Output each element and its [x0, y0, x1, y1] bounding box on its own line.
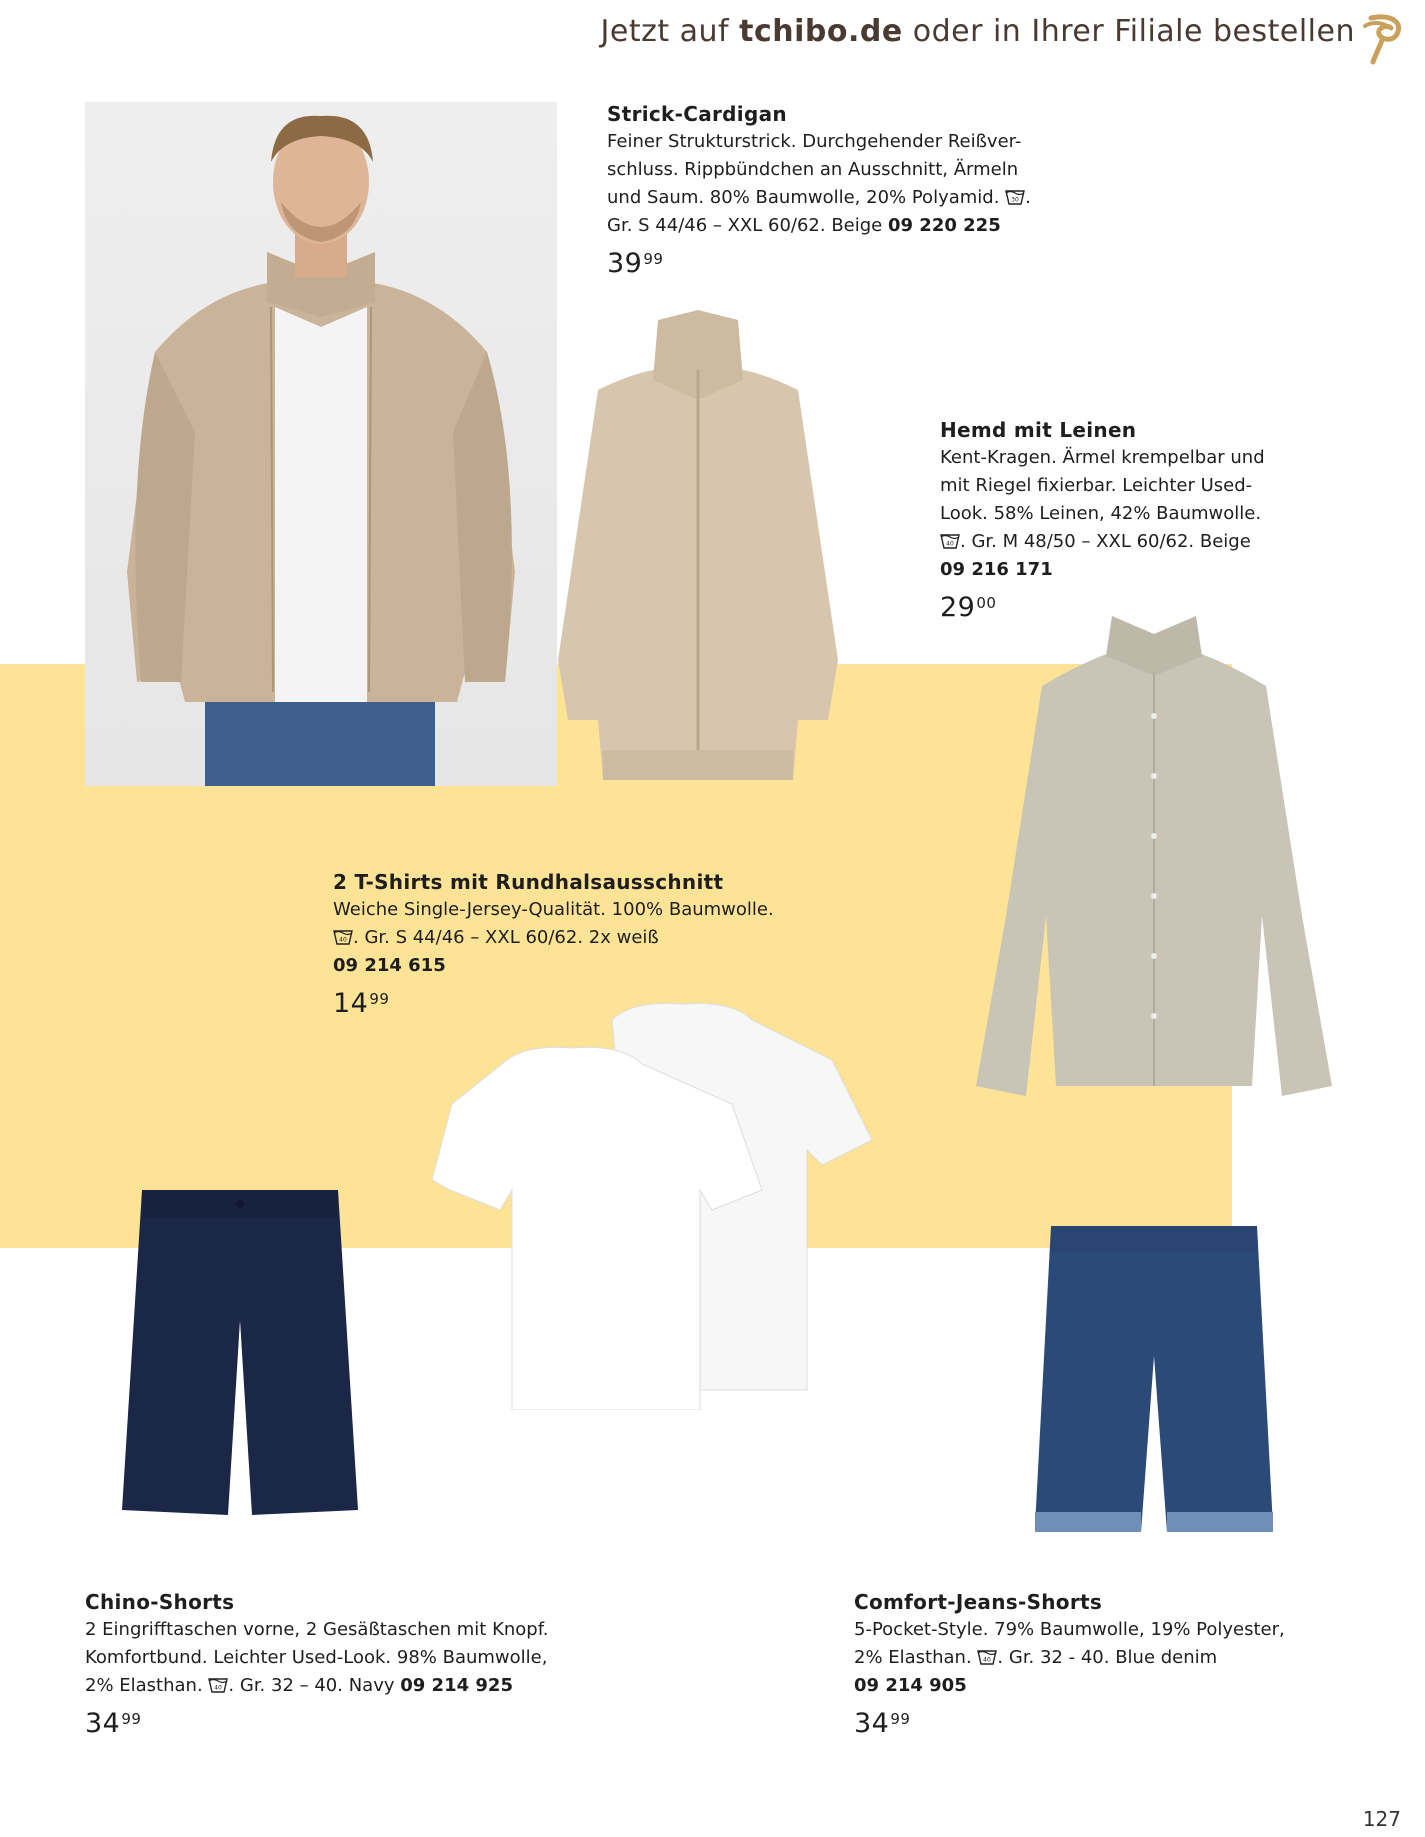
cardigan-product-image [548, 310, 848, 806]
product-size-line [607, 212, 1127, 240]
product-sizes: . Gr. 32 - 40. Blue denim [997, 1647, 1218, 1668]
product-description-line: Komfortbund. Leichter Used-Look. 98% Baumwolle, [85, 1647, 548, 1668]
punctuation: . [1025, 187, 1031, 208]
wash-tub-icon [977, 1649, 997, 1665]
product-chino-shorts [85, 1588, 685, 1739]
price-cents: 00 [976, 594, 997, 612]
article-number: 09 216 171 [940, 559, 1053, 580]
product-material: 2% Elasthan. [854, 1647, 972, 1668]
wash-tub-icon [940, 533, 960, 549]
product-description-line: 2 Eingrifftaschen vorne, 2 Gesäßtaschen mit Knopf. [85, 1619, 549, 1640]
product-material: 2% Elasthan. [85, 1675, 203, 1696]
product-title: Comfort-Jeans-Shorts [854, 1590, 1103, 1614]
header-site[interactable]: tchibo.de [739, 14, 903, 49]
product-sizes: . Gr. 32 – 40. Navy [228, 1675, 401, 1696]
care-temperature: 40 [983, 1656, 992, 1664]
price-main: 39 [607, 248, 643, 279]
care-temperature: 30 [1011, 196, 1019, 204]
wash-tub-icon [208, 1677, 228, 1693]
product-description-line: 5-Pocket-Style. 79% Baumwolle, 19% Polyester, [854, 1619, 1285, 1640]
product-sizes: Gr. S 44/46 – XXL 60/62. Beige [607, 215, 888, 236]
article-number: 09 214 925 [400, 1675, 513, 1696]
product-size-line [940, 528, 1360, 556]
price-cents: 99 [121, 1710, 142, 1728]
price-cents: 99 [643, 250, 664, 268]
price-main: 34 [85, 1708, 121, 1739]
care-temperature: 40 [339, 936, 347, 944]
product-title: Chino-Shorts [85, 1590, 235, 1614]
article-number: 09 220 225 [887, 215, 1001, 236]
price-cents: 99 [890, 1710, 911, 1728]
care-temperature: 40 [946, 540, 954, 548]
header-tagline [601, 14, 1355, 49]
product-description-line: Feiner Strukturstrick. Durchgehender Reißver- [607, 131, 1022, 152]
price-main: 34 [854, 1708, 890, 1739]
chino-shorts-image [122, 1190, 358, 1520]
care-temperature: 40 [214, 1684, 223, 1692]
article-line [854, 1672, 1414, 1700]
model-photo [85, 102, 557, 786]
product-sizes: . Gr. S 44/46 – XXL 60/62. 2x weiß [353, 927, 659, 948]
product-material: und Saum. 80% Baumwolle, 20% Polyamid. [607, 187, 1000, 208]
product-shirt [940, 416, 1360, 623]
article-number: 09 214 615 [333, 955, 446, 976]
product-price [85, 1708, 685, 1739]
product-price [854, 1708, 1414, 1739]
article-number: 09 214 905 [854, 1675, 967, 1696]
article-line [333, 952, 893, 980]
product-description-line: Kent-Kragen. Ärmel krempelbar und [940, 447, 1265, 468]
product-title: 2 T-Shirts mit Rundhalsausschnitt [333, 870, 724, 894]
wash-tub-icon [333, 929, 353, 945]
price-main: 14 [333, 988, 369, 1019]
price-main: 29 [940, 592, 976, 623]
product-description-line [607, 184, 1127, 212]
product-price [607, 248, 1127, 279]
wash-tub-icon [1005, 189, 1025, 205]
jeans-shorts-image [1035, 1226, 1273, 1542]
product-size-line [333, 924, 893, 952]
product-title: Strick-Cardigan [607, 102, 787, 126]
tshirts-product-image [432, 990, 872, 1410]
header-suffix: oder in Ihrer Filiale bestellen [902, 14, 1355, 49]
product-description-line: mit Riegel fixierbar. Leichter Used- [940, 475, 1253, 496]
price-cents: 99 [369, 990, 390, 1008]
product-cardigan [607, 100, 1127, 279]
model-illustration [85, 102, 557, 786]
product-sizes: . Gr. M 48/50 – XXL 60/62. Beige [960, 531, 1251, 552]
page-number: 127 [1362, 1807, 1401, 1831]
product-description-line: Look. 58% Leinen, 42% Baumwolle. [940, 503, 1262, 524]
product-description-line: schluss. Rippbündchen an Ausschnitt, Ärmeln [607, 159, 1019, 180]
shirt-product-image [972, 616, 1336, 1110]
product-description-line: Weiche Single-Jersey-Qualität. 100% Baumwolle. [333, 899, 774, 920]
product-jeans-shorts [854, 1588, 1414, 1739]
header-prefix: Jetzt auf [600, 14, 740, 49]
article-line [940, 556, 1360, 584]
product-title: Hemd mit Leinen [940, 418, 1137, 442]
tchibo-logo-icon [1361, 12, 1405, 66]
product-size-line [854, 1644, 1414, 1672]
product-size-line [85, 1672, 685, 1700]
